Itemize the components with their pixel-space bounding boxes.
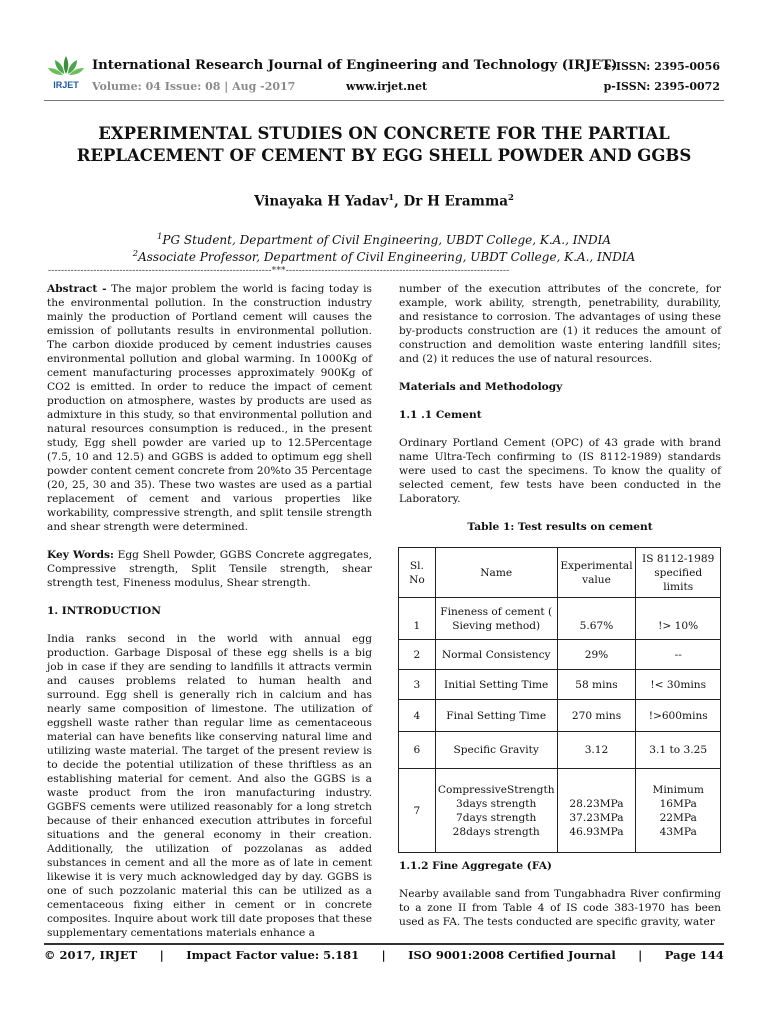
abstract-label: Abstract - [47,283,107,295]
th-exp: Experimental value [557,548,636,598]
intro-text: India ranks second in the world with annual egg production. Garbage Disposal of these egg shells is a big job in case if they are sending to landfills it attracts vermin and causes problems related to human health and surround. Egg shell is generally rich in calcium and has nearly same composition of limestone. The utilization of eggshell waste rather than regular lime as cementaceous material can have benefits like conserving natural lime and utilizing waste material. The target of the present review is to decide the potential utilization of these thriftless as an establishing material for cement. And also the GGBS is a waste product from the iron manufacturing industry. GGBFS cements were utilized reasonably for a long stretch because of their enhanced execution attributes in forceful situations and the general economy in their creation. Additionally, the utilization of pozzolanas as added substances in cement and all the more as of late in cement likewise it is very much acknowledged day by day. GGBS is one of such pozzolanic material this can be utilized as a cementaceous fixing either in cement or in concrete composites. Inquire about work till date proposes that these supplementary cementations materials enhance a [47,633,372,939]
author-1: Vinayaka H Yadav [254,193,389,210]
fa-text: Nearby available sand from Tungabhadra River confirming to a zone II from Table 4 of IS code 383-1970 has been used as FA. The tests conducted are specific gravity, water [399,888,721,928]
aff-2-sup: 2 [132,249,139,259]
footer-divider [44,943,724,945]
cell-spec: !> 10% [636,598,721,640]
cell-name: Final Setting Time [435,700,557,732]
footer-sep-1: | [159,948,164,962]
cell-spec: !>600mins [636,700,721,732]
author-1-sup: 1 [388,193,395,203]
aff-1-text: PG Student, Department of Civil Engineering, UBDT College, K.A., INDIA [162,233,612,247]
keywords-text: Egg Shell Powder, GGBS Concrete aggregates, Compressive strength, Split Tensile strength, shear strength test, Fineness modulus, Shear strength. [47,549,372,589]
e-issn: e-ISSN: 2395-0056 [604,60,720,73]
abstract [47,282,372,534]
footer-sep-2: | [381,948,386,962]
cell-name: CompressiveStrength 3days strength 7days strength 28days strength [435,769,557,853]
fa-heading: 1.1.2 Fine Aggregate (FA) [399,860,552,872]
table-row [399,732,721,769]
cement-test-table [398,547,721,853]
affiliation-2 [60,249,708,264]
cell-sl: 7 [399,769,436,853]
right-column-lower [399,859,721,929]
paper-title [60,123,708,167]
author-separator: , [394,193,404,210]
table-row [399,700,721,732]
journal-website[interactable]: www.irjet.net [346,80,428,93]
affiliation-1 [60,232,708,247]
aff-1-sup: 1 [156,232,163,242]
cell-sl: 6 [399,732,436,769]
title-line-2: REPLACEMENT OF CEMENT BY EGG SHELL POWDER AND GGBS [76,146,692,165]
footer-copyright: © 2017, IRJET [44,948,138,962]
cell-exp: 29% [557,640,636,670]
cement-heading: 1.1 .1 Cement [399,409,482,421]
irjet-logo [44,52,88,96]
author-2-sup: 2 [508,193,514,203]
footer-iso: ISO 9001:2008 Certified Journal [408,948,616,962]
aff-2-text: Associate Professor, Department of Civil Engineering, UBDT College, K.A., INDIA [138,250,636,264]
cell-spec: Minimum 16MPa 22MPa 43MPa [636,769,721,853]
footer-impact: Impact Factor value: 5.181 [186,948,360,962]
journal-name: International Research Journal of Engineering and Technology (IRJET) [92,58,618,73]
author-2: Dr H Eramma [403,193,508,210]
title-line-1: EXPERIMENTAL STUDIES ON CONCRETE FOR THE PARTIAL [98,124,670,143]
intro-heading: 1. INTRODUCTION [47,605,161,617]
left-column [47,282,372,940]
cell-sl: 3 [399,670,436,700]
th-sl: Sl. No [399,548,436,598]
cell-exp: 5.67% [557,598,636,640]
table-row [399,769,721,853]
th-name: Name [435,548,557,598]
cell-name: Fineness of cement ( Sieving method) [435,598,557,640]
table-row [399,670,721,700]
cell-exp: 270 mins [557,700,636,732]
table-caption: Table 1: Test results on cement [467,521,653,533]
p-issn: p-ISSN: 2395-0072 [603,80,720,93]
intro-continued: number of the execution attributes of the concrete, for example, work ability, strength, penetrability, durability, and resistance to corrosion. The advantages of using these by-products construction are (1) it reduces the amount of construction and demolition waste entering landfill sites; and (2) it reduces the use of natural resources. [399,283,721,365]
materials-heading: Materials and Methodology [399,381,563,393]
cell-spec: 3.1 to 3.25 [636,732,721,769]
keywords-label: Key Words: [47,549,114,561]
cement-text: Ordinary Portland Cement (OPC) of 43 grade with brand name Ultra-Tech confirming to (IS 8112-1989) standards were used to cast the specimens. To know the quality of selected cement, few tests have been conducted in the Laboratory. [399,437,721,505]
table-row [399,598,721,640]
table-header-row [399,548,721,598]
keywords [47,548,372,590]
table-row [399,640,721,670]
th-spec: IS 8112-1989 specified limits [636,548,721,598]
section-separator: ---------------------------------------------------------------------***--------------------------------------------------------------------- [48,266,510,276]
cell-spec: !< 30mins [636,670,721,700]
cell-name: Specific Gravity [435,732,557,769]
cell-name: Normal Consistency [435,640,557,670]
logo-text: IRJET [53,80,79,90]
volume-issue: Volume: 04 Issue: 08 | Aug -2017 [92,80,296,93]
cell-exp: 58 mins [557,670,636,700]
cell-sl: 1 [399,598,436,640]
cell-name: Initial Setting Time [435,670,557,700]
footer [44,948,724,962]
cell-exp: 28.23MPa 37.23MPa 46.93MPa [557,769,636,853]
cell-spec: -- [636,640,721,670]
footer-sep-3: | [638,948,643,962]
abstract-text: The major problem the world is facing today is the environmental pollution. In the construction industry mainly the production of Portland cement will causes the emission of pollutants results in environmental pollution. The carbon dioxide produced by cement industries causes environmental pollution and global warming. In 1000Kg of cement manufacturing processes approximately 900Kg of CO2 is emitted. In order to reduce the impact of cement production on atmosphere, wastes by products are used as admixture in this study, so that environmental pollution and natural resources consumption is reduced., in the present study, Egg shell powder are varied up to 12.5Percentage (7.5, 10 and 12.5) and GGBS is added to optimum egg shell powder content cement concrete from 20%to 35 Percentage (20, 25, 30 and 35). These two wastes are used as a partial replacement of cement and various properties like workability, compressive strength, and split tensile strength and shear strength were determined. [47,283,372,533]
cell-exp: 3.12 [557,732,636,769]
footer-page: Page 144 [664,948,724,962]
cell-sl: 2 [399,640,436,670]
header-divider [44,100,724,101]
cell-sl: 4 [399,700,436,732]
authors [60,193,708,210]
right-column [399,282,721,534]
